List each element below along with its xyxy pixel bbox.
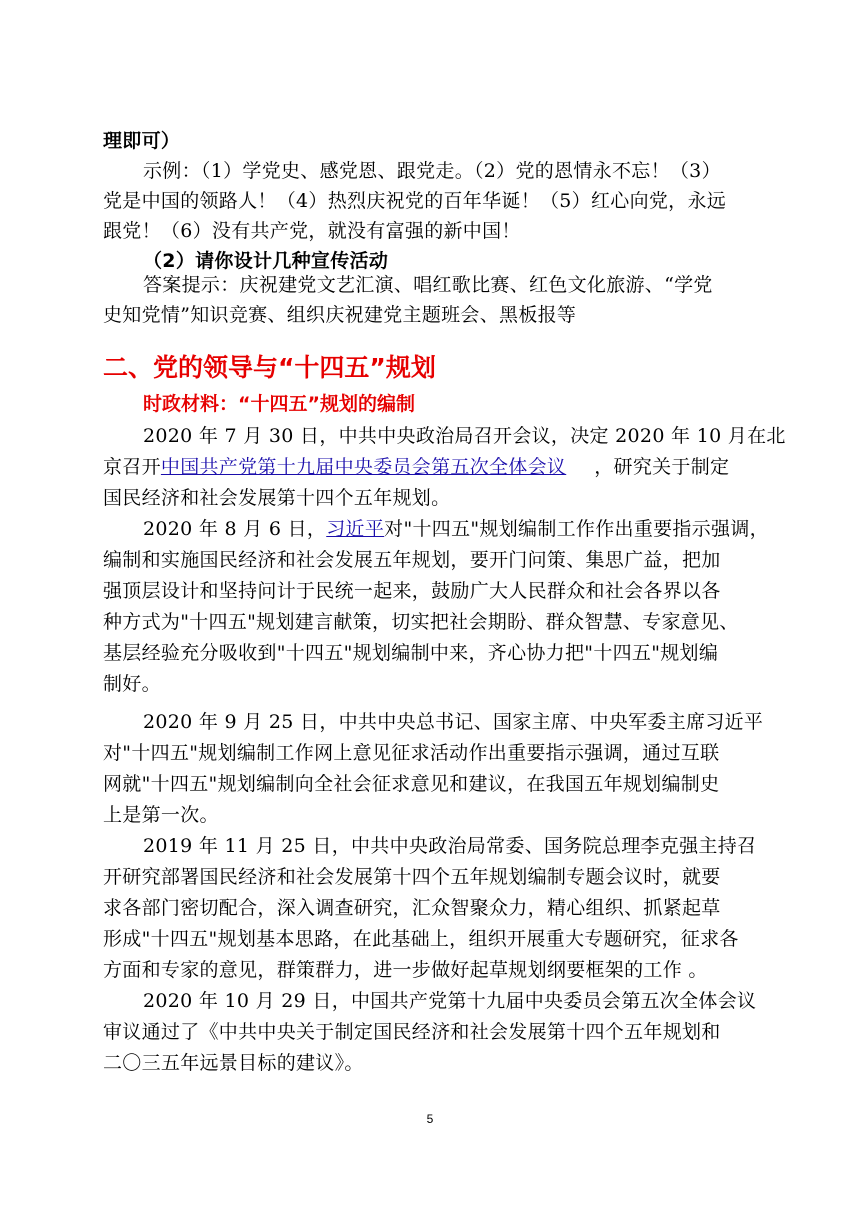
congress-link[interactable]: 中国共产党第十九届中央委员会第五次全体会议	[160, 456, 567, 478]
text-span: ，研究关于制定	[594, 456, 730, 478]
paragraph-line: 网就"十四五"规划编制向全社会征求意见和建议，在我国五年规划编制史	[103, 773, 720, 795]
paragraph-line: 种方式为"十四五"规划建言献策，切实把社会期盼、群众智慧、专家意见、	[103, 611, 739, 633]
paragraph-line: 制好。	[103, 673, 161, 695]
paragraph-line: 对"十四五"规划编制工作网上意见征求活动作出重要指示强调，通过互联	[103, 742, 720, 764]
paragraph-line: 2020 年 7 月 30 日，中共中央政治局召开会议，决定 2020 年 10 月在北	[143, 425, 786, 447]
paragraph-line: 2019 年 11 月 25 日，中共中央政治局常委、国务院总理李克强主持召	[143, 835, 757, 857]
paragraph-line: 答案提示：庆祝建党文艺汇演、唱红歌比赛、红色文化旅游、“学党	[143, 274, 713, 296]
continued-heading: 理即可）	[103, 130, 181, 152]
paragraph-line: 党是中国的领路人！（4）热烈庆祝党的百年华诞！（5）红心向党，永远	[103, 190, 727, 212]
section-subtitle: 时政材料：“十四五”规划的编制	[143, 393, 415, 415]
question-heading: （2）请你设计几种宣传活动	[143, 250, 389, 272]
paragraph-line: 2020 年 10 月 29 日，中国共产党第十九届中央委员会第五次全体会议	[143, 990, 757, 1012]
paragraph-line	[103, 452, 763, 482]
paragraph-line: 编制和实施国民经济和社会发展五年规划，要开门问策、集思广益，把加	[103, 549, 721, 571]
paragraph-line: 强顶层设计和坚持问计于民统一起来，鼓励广大人民群众和社会各界以各	[103, 580, 721, 602]
paragraph-line: 求各部门密切配合，深入调查研究，汇众智聚众力，精心组织、抓紧起草	[103, 897, 721, 919]
paragraph-line: 上是第一次。	[103, 804, 219, 826]
paragraph-line: 基层经验充分吸收到"十四五"规划编制中来，齐心协力把"十四五"规划编	[103, 642, 719, 664]
paragraph-line: 2020 年 9 月 25 日，中共中央总书记、国家主席、中央军委主席习近平	[143, 711, 764, 733]
paragraph-line: 形成"十四五"规划基本思路，在此基础上，组织开展重大专题研究，征求各	[103, 928, 739, 950]
text-span: 对"十四五"规划编制工作作出重要指示强调，	[384, 518, 769, 540]
paragraph-line: 史知党情”知识竞赛、组织庆祝建党主题班会、黑板报等	[103, 304, 577, 326]
section-title: 二、党的领导与“十四五”规划	[103, 353, 436, 382]
paragraph-line	[143, 514, 769, 544]
text-span: 2020 年 8 月 6 日，	[143, 518, 327, 540]
person-link[interactable]: 习近平	[326, 518, 385, 540]
paragraph-line: 开研究部署国民经济和社会发展第十四个五年规划编制专题会议时，就要	[103, 866, 721, 888]
paragraph-line: 跟党！（6）没有共产党，就没有富强的新中国！	[103, 220, 521, 242]
page-number: 5	[426, 1112, 434, 1126]
paragraph-line: 示例：（1）学党史、感党恩、跟党走。（2）党的恩情永不忘！（3）	[143, 160, 721, 182]
paragraph-line: 方面和专家的意见，群策群力，进一步做好起草规划纲要框架的工作 。	[103, 959, 708, 981]
paragraph-line: 二〇三五年远景目标的建议》。	[103, 1052, 364, 1074]
paragraph-line: 国民经济和社会发展第十四个五年规划。	[103, 487, 451, 509]
text-span: 京召开	[103, 456, 161, 478]
paragraph-line: 审议通过了《中共中央关于制定国民经济和社会发展第十四个五年规划和	[103, 1021, 721, 1043]
